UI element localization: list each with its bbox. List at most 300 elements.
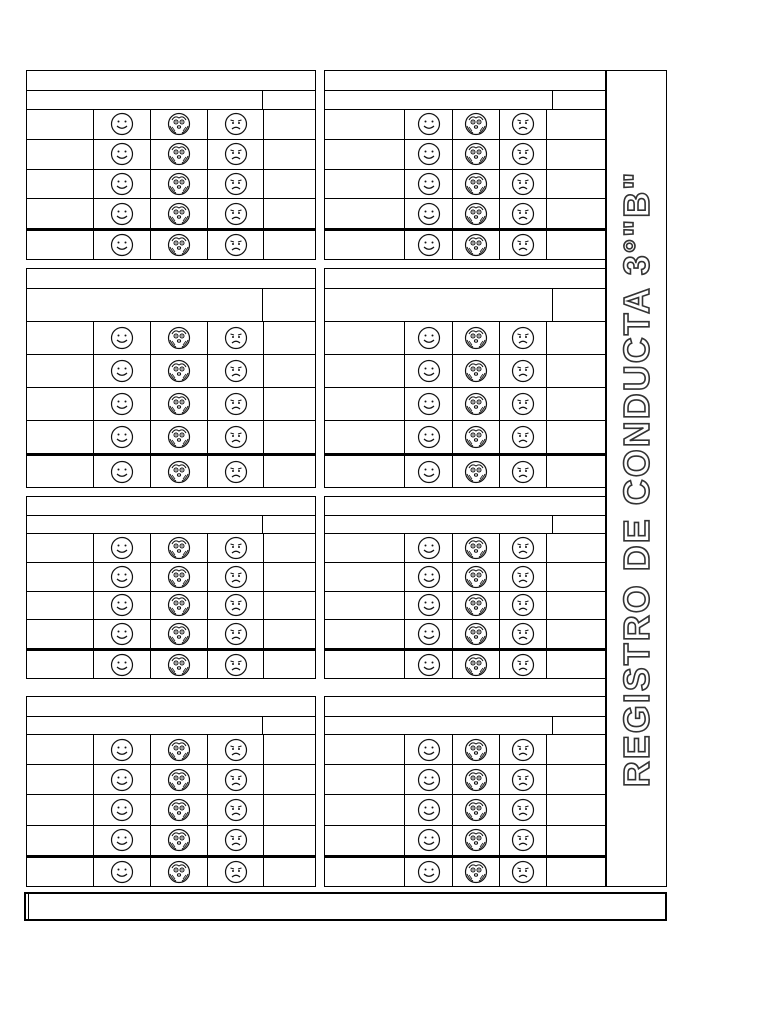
block-header-row: [27, 91, 315, 110]
sad-face-icon: [224, 172, 248, 196]
face-cell: [150, 592, 207, 620]
block-title-row: [27, 269, 315, 289]
table-row: [27, 229, 315, 259]
sad-face-icon: [224, 460, 248, 484]
score-cell: [546, 563, 605, 591]
block-title-row: [325, 697, 605, 717]
score-cell: [263, 355, 315, 387]
face-cell: [207, 651, 263, 678]
face-cell: [93, 765, 150, 794]
face-cell: [93, 170, 150, 199]
smiley-face-icon: [417, 738, 441, 762]
face-cell: [207, 735, 263, 764]
worried-hands-face-icon: [167, 142, 191, 166]
worried-hands-face-icon: [167, 798, 191, 822]
smiley-face-icon: [110, 202, 134, 226]
score-cell: [263, 826, 315, 855]
face-cell: [499, 110, 546, 139]
face-cell: [207, 421, 263, 453]
face-cell: [452, 735, 499, 764]
worried-hands-face-icon: [464, 653, 488, 677]
sad-face-icon: [224, 112, 248, 136]
worried-hands-face-icon: [167, 172, 191, 196]
record-block: [324, 496, 606, 679]
face-cell: [452, 592, 499, 620]
smiley-face-icon: [110, 653, 134, 677]
table-row: [27, 140, 315, 170]
face-cell: [93, 735, 150, 764]
face-cell: [499, 858, 546, 886]
worried-hands-face-icon: [464, 359, 488, 383]
smiley-face-icon: [417, 172, 441, 196]
face-cell: [207, 534, 263, 562]
face-cell: [452, 231, 499, 259]
face-cell: [93, 388, 150, 420]
face-cell: [499, 765, 546, 794]
table-row: [325, 355, 605, 388]
score-cell: [546, 735, 605, 764]
worried-hands-face-icon: [167, 653, 191, 677]
score-cell: [546, 140, 605, 169]
block-rows: [325, 110, 605, 259]
face-cell: [452, 563, 499, 591]
sad-face-icon: [511, 142, 535, 166]
face-cell: [452, 110, 499, 139]
footer-box: [24, 892, 667, 921]
face-cell: [404, 651, 452, 678]
sad-face-icon: [511, 798, 535, 822]
face-cell: [499, 231, 546, 259]
score-cell: [263, 735, 315, 764]
face-cell: [404, 110, 452, 139]
smiley-face-icon: [110, 359, 134, 383]
record-block: [324, 696, 606, 887]
table-row: [27, 592, 315, 621]
worried-hands-face-icon: [464, 798, 488, 822]
table-row: [325, 421, 605, 454]
face-cell: [404, 534, 452, 562]
face-cell: [150, 355, 207, 387]
face-cell: [207, 110, 263, 139]
face-cell: [93, 322, 150, 354]
sad-face-icon: [224, 768, 248, 792]
face-cell: [93, 592, 150, 620]
smiley-face-icon: [110, 326, 134, 350]
face-cell: [499, 534, 546, 562]
smiley-face-icon: [417, 326, 441, 350]
sad-face-icon: [511, 738, 535, 762]
score-cell: [546, 110, 605, 139]
score-cell: [546, 322, 605, 354]
table-row: [325, 140, 605, 170]
table-row: [27, 563, 315, 592]
sad-face-icon: [224, 622, 248, 646]
block-title-row: [27, 697, 315, 717]
face-cell: [150, 388, 207, 420]
face-cell: [207, 170, 263, 199]
score-cell: [263, 322, 315, 354]
face-cell: [452, 858, 499, 886]
smiley-face-icon: [417, 768, 441, 792]
face-cell: [150, 231, 207, 259]
face-cell: [150, 110, 207, 139]
block-header-row: [325, 516, 605, 534]
smiley-face-icon: [110, 425, 134, 449]
sad-face-icon: [511, 392, 535, 416]
score-cell: [263, 765, 315, 794]
score-cell: [546, 199, 605, 228]
record-block: [26, 496, 316, 679]
score-cell: [546, 858, 605, 886]
face-cell: [452, 826, 499, 855]
sad-face-icon: [224, 738, 248, 762]
smiley-face-icon: [110, 233, 134, 257]
sad-face-icon: [511, 460, 535, 484]
side-title-panel: [605, 70, 667, 887]
smiley-face-icon: [110, 112, 134, 136]
score-cell: [263, 140, 315, 169]
face-cell: [207, 388, 263, 420]
table-row: [325, 620, 605, 649]
smiley-face-icon: [417, 425, 441, 449]
face-cell: [207, 456, 263, 487]
face-cell: [207, 592, 263, 620]
smiley-face-icon: [417, 653, 441, 677]
score-cell: [263, 456, 315, 487]
sad-face-icon: [511, 860, 535, 884]
record-block: [324, 70, 606, 260]
face-cell: [404, 858, 452, 886]
face-cell: [207, 826, 263, 855]
face-cell: [150, 795, 207, 824]
face-cell: [150, 140, 207, 169]
worried-hands-face-icon: [464, 425, 488, 449]
face-cell: [452, 620, 499, 648]
smiley-face-icon: [417, 112, 441, 136]
face-cell: [404, 199, 452, 228]
score-cell: [263, 620, 315, 648]
score-cell: [546, 592, 605, 620]
sad-face-icon: [224, 593, 248, 617]
face-cell: [499, 140, 546, 169]
face-cell: [404, 592, 452, 620]
face-cell: [499, 651, 546, 678]
face-cell: [499, 620, 546, 648]
smiley-face-icon: [110, 460, 134, 484]
face-cell: [404, 421, 452, 453]
worried-hands-face-icon: [464, 828, 488, 852]
face-cell: [150, 858, 207, 886]
face-cell: [150, 620, 207, 648]
score-cell: [546, 795, 605, 824]
sad-face-icon: [224, 359, 248, 383]
sad-face-icon: [224, 233, 248, 257]
smiley-face-icon: [110, 622, 134, 646]
worried-hands-face-icon: [464, 172, 488, 196]
worried-hands-face-icon: [464, 738, 488, 762]
face-cell: [452, 421, 499, 453]
smiley-face-icon: [417, 142, 441, 166]
face-cell: [150, 199, 207, 228]
score-cell: [263, 231, 315, 259]
score-cell: [546, 231, 605, 259]
sad-face-icon: [511, 828, 535, 852]
face-cell: [150, 456, 207, 487]
face-cell: [452, 140, 499, 169]
block-header-row: [27, 289, 315, 322]
block-rows: [27, 110, 315, 259]
score-cell: [263, 795, 315, 824]
face-cell: [452, 322, 499, 354]
smiley-face-icon: [417, 359, 441, 383]
sad-face-icon: [224, 828, 248, 852]
face-cell: [93, 140, 150, 169]
sad-face-icon: [224, 565, 248, 589]
table-row: [27, 534, 315, 563]
worried-hands-face-icon: [167, 460, 191, 484]
block-title-row: [325, 71, 605, 91]
face-cell: [452, 355, 499, 387]
face-cell: [404, 388, 452, 420]
score-cell: [263, 592, 315, 620]
smiley-face-icon: [417, 622, 441, 646]
table-row: [325, 322, 605, 355]
worried-hands-face-icon: [167, 738, 191, 762]
sad-face-icon: [224, 798, 248, 822]
table-row: [325, 110, 605, 140]
face-cell: [150, 765, 207, 794]
sad-face-icon: [511, 112, 535, 136]
block-rows: [27, 322, 315, 487]
face-cell: [404, 355, 452, 387]
worried-hands-face-icon: [464, 593, 488, 617]
worried-hands-face-icon: [167, 536, 191, 560]
table-row: [27, 110, 315, 140]
table-row: [27, 765, 315, 795]
face-cell: [93, 110, 150, 139]
face-cell: [452, 388, 499, 420]
face-cell: [499, 199, 546, 228]
score-cell: [546, 534, 605, 562]
document-title: REGISTRO DE CONDUCTA 3°"B": [615, 170, 657, 787]
face-cell: [499, 826, 546, 855]
sad-face-icon: [511, 536, 535, 560]
smiley-face-icon: [417, 798, 441, 822]
face-cell: [499, 322, 546, 354]
smiley-face-icon: [110, 798, 134, 822]
face-cell: [452, 456, 499, 487]
score-cell: [546, 456, 605, 487]
face-cell: [207, 231, 263, 259]
worried-hands-face-icon: [464, 565, 488, 589]
face-cell: [404, 735, 452, 764]
record-block: [26, 696, 316, 887]
record-block: [26, 70, 316, 260]
score-cell: [263, 534, 315, 562]
score-cell: [546, 826, 605, 855]
face-cell: [207, 620, 263, 648]
block-title-row: [27, 497, 315, 516]
smiley-face-icon: [110, 828, 134, 852]
face-cell: [93, 534, 150, 562]
smiley-face-icon: [110, 392, 134, 416]
smiley-face-icon: [110, 860, 134, 884]
table-row: [325, 534, 605, 563]
score-cell: [546, 388, 605, 420]
table-row: [325, 563, 605, 592]
sad-face-icon: [511, 768, 535, 792]
face-cell: [499, 563, 546, 591]
face-cell: [452, 199, 499, 228]
face-cell: [207, 355, 263, 387]
score-cell: [263, 563, 315, 591]
worried-hands-face-icon: [167, 768, 191, 792]
score-cell: [546, 651, 605, 678]
table-row: [27, 199, 315, 229]
score-cell: [546, 620, 605, 648]
table-row: [325, 735, 605, 765]
face-cell: [499, 795, 546, 824]
sad-face-icon: [511, 622, 535, 646]
table-row: [27, 322, 315, 355]
record-block: [324, 268, 606, 488]
worried-hands-face-icon: [464, 392, 488, 416]
table-row: [325, 229, 605, 259]
table-row: [325, 170, 605, 200]
face-cell: [404, 563, 452, 591]
table-row: [27, 856, 315, 886]
score-cell: [263, 199, 315, 228]
face-cell: [452, 795, 499, 824]
worried-hands-face-icon: [167, 425, 191, 449]
worried-hands-face-icon: [464, 202, 488, 226]
face-cell: [207, 563, 263, 591]
smiley-face-icon: [417, 233, 441, 257]
table-row: [325, 765, 605, 795]
block-title-row: [27, 71, 315, 91]
worried-hands-face-icon: [167, 233, 191, 257]
block-header-row: [325, 91, 605, 110]
smiley-face-icon: [417, 460, 441, 484]
record-block: [26, 268, 316, 488]
smiley-face-icon: [417, 202, 441, 226]
smiley-face-icon: [417, 828, 441, 852]
worried-hands-face-icon: [464, 622, 488, 646]
worried-hands-face-icon: [167, 593, 191, 617]
worried-hands-face-icon: [167, 202, 191, 226]
block-header-row: [27, 717, 315, 735]
face-cell: [150, 534, 207, 562]
worried-hands-face-icon: [167, 359, 191, 383]
face-cell: [404, 456, 452, 487]
face-cell: [93, 456, 150, 487]
face-cell: [404, 231, 452, 259]
face-cell: [404, 322, 452, 354]
sad-face-icon: [224, 326, 248, 350]
face-cell: [499, 592, 546, 620]
score-cell: [263, 858, 315, 886]
score-cell: [546, 765, 605, 794]
face-cell: [499, 735, 546, 764]
sad-face-icon: [224, 536, 248, 560]
face-cell: [452, 534, 499, 562]
face-cell: [93, 795, 150, 824]
score-cell: [263, 388, 315, 420]
table-row: [27, 620, 315, 649]
face-cell: [93, 826, 150, 855]
score-cell: [546, 355, 605, 387]
face-cell: [93, 563, 150, 591]
sad-face-icon: [511, 326, 535, 350]
sad-face-icon: [224, 392, 248, 416]
worried-hands-face-icon: [167, 860, 191, 884]
face-cell: [93, 199, 150, 228]
face-cell: [404, 620, 452, 648]
worried-hands-face-icon: [167, 622, 191, 646]
score-cell: [263, 110, 315, 139]
face-cell: [207, 199, 263, 228]
face-cell: [93, 355, 150, 387]
face-cell: [404, 765, 452, 794]
block-title-row: [325, 497, 605, 516]
face-cell: [499, 388, 546, 420]
face-cell: [207, 795, 263, 824]
worried-hands-face-icon: [167, 565, 191, 589]
worried-hands-face-icon: [464, 112, 488, 136]
face-cell: [404, 140, 452, 169]
block-header-row: [27, 516, 315, 534]
block-rows: [27, 735, 315, 886]
face-cell: [404, 826, 452, 855]
face-cell: [207, 858, 263, 886]
smiley-face-icon: [417, 593, 441, 617]
block-rows: [325, 534, 605, 678]
block-rows: [27, 534, 315, 678]
table-row: [325, 388, 605, 421]
block-rows: [325, 322, 605, 487]
table-row: [27, 388, 315, 421]
score-cell: [263, 421, 315, 453]
face-cell: [150, 826, 207, 855]
face-cell: [207, 322, 263, 354]
face-cell: [452, 651, 499, 678]
smiley-face-icon: [110, 738, 134, 762]
worried-hands-face-icon: [167, 326, 191, 350]
worried-hands-face-icon: [464, 768, 488, 792]
table-row: [325, 592, 605, 621]
face-cell: [150, 421, 207, 453]
sad-face-icon: [224, 142, 248, 166]
worried-hands-face-icon: [464, 233, 488, 257]
face-cell: [207, 765, 263, 794]
smiley-face-icon: [110, 142, 134, 166]
face-cell: [93, 421, 150, 453]
score-cell: [263, 651, 315, 678]
face-cell: [452, 765, 499, 794]
table-row: [325, 454, 605, 487]
sad-face-icon: [511, 359, 535, 383]
table-row: [27, 649, 315, 678]
worried-hands-face-icon: [464, 536, 488, 560]
smiley-face-icon: [417, 565, 441, 589]
block-title-row: [325, 269, 605, 289]
face-cell: [150, 322, 207, 354]
face-cell: [404, 170, 452, 199]
worried-hands-face-icon: [167, 112, 191, 136]
face-cell: [150, 651, 207, 678]
smiley-face-icon: [417, 536, 441, 560]
face-cell: [93, 620, 150, 648]
